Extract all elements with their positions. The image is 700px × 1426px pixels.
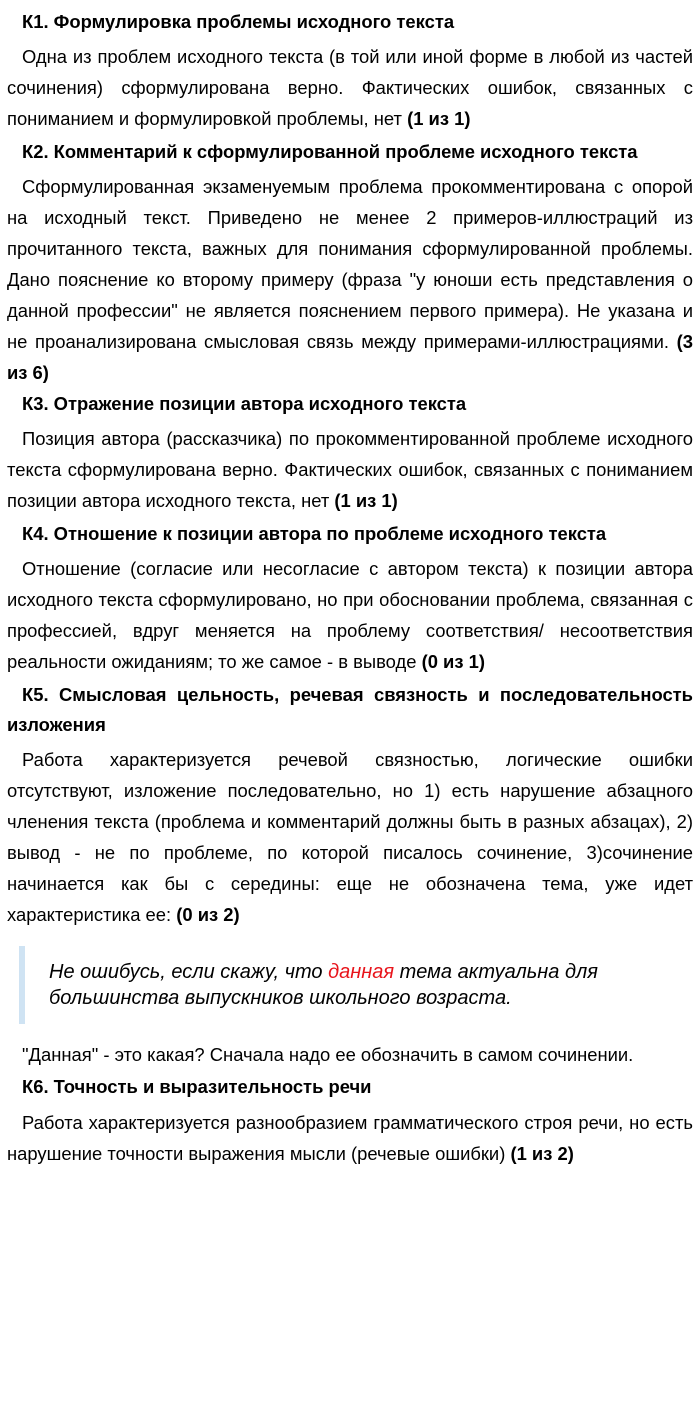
criterion-k1-comment xyxy=(7,41,693,134)
criterion-k5-text: Работа характеризуется речевой связностью, логические ошибки отсутствуют, изложение последовательно, но 1) есть нарушение абзацного членения текста (проблема и комментарий должны быть в разных абзацах), 2) вывод - не по проблеме, по которой писалось сочинение, 3)сочинение начинается как бы с середины: еще не обозначена тема, уже идет характеристика ее: xyxy=(7,749,693,925)
criterion-k6-comment xyxy=(7,1107,693,1169)
criterion-k3-score: (1 из 1) xyxy=(334,490,398,511)
criterion-k4-comment xyxy=(7,553,693,677)
criterion-k1-score: (1 из 1) xyxy=(407,108,471,129)
quote-remark: "Данная" - это какая? Сначала надо ее обозначить в самом сочинении. xyxy=(22,1044,634,1065)
criterion-k4-score: (0 из 1) xyxy=(421,651,485,672)
criterion-k2-text: Сформулированная экзаменуемым проблема прокомментирована с опорой на исходный текст. Приведено не менее 2 примеров-иллюстраций из прочитанного текста, важных для понимания сформулированной проблемы. Дано пояснение ко второму примеру (фраза "у юноши есть представления о данной профессии" не является пояснением первого примера). Не указана и не проанализирована смысловая связь между примерами-иллюстрациями. xyxy=(7,176,693,352)
criterion-k1-text: Одна из проблем исходного текста (в той или иной форме в любой из частей сочинения) сформулирована верно. Фактических ошибок, связанных с пониманием и формулировкой проблемы, нет xyxy=(7,46,693,129)
quote-text-before: Не ошибусь, если скажу, что xyxy=(49,961,329,983)
quote-highlighted-word: данная xyxy=(328,961,395,983)
criterion-k1-heading: К1. Формулировка проблемы исходного текста xyxy=(22,11,455,32)
criterion-k5-comment xyxy=(7,744,693,930)
criterion-k6-heading: К6. Точность и выразительность речи xyxy=(22,1076,372,1097)
criterion-k5-heading: К5. Смысловая цельность, речевая связность и последовательность изложения xyxy=(7,684,693,735)
criterion-k5-score: (0 из 2) xyxy=(176,904,240,925)
quote-text-after: тема актуальна для большинства выпускников школьного возраста. xyxy=(49,961,598,1009)
criterion-k6-text: Работа характеризуется разнообразием грамматического строя речи, но есть нарушение точности выражения мысли (речевые ошибки) xyxy=(7,1112,693,1164)
essay-quote xyxy=(19,946,693,1024)
essay-evaluation xyxy=(0,7,700,1169)
criterion-k4-text: Отношение (согласие или несогласие с автором текста) к позиции автора исходного текста сформулировано, но при обосновании проблема, связанная с профессией, вдруг меняется на проблему соответствия/ несоответствия реальности ожиданиям; то же самое - в выводе xyxy=(7,558,693,672)
criterion-k2-heading: К2. Комментарий к сформулированной проблеме исходного текста xyxy=(22,141,638,162)
criterion-k2-score: (3 из 6) xyxy=(7,331,693,383)
criterion-k6-score: (1 из 2) xyxy=(510,1143,574,1164)
criterion-k2-comment xyxy=(7,171,693,388)
criterion-k4-heading: К4. Отношение к позиции автора по проблеме исходного текста xyxy=(22,523,607,544)
criterion-k3-heading: К3. Отражение позиции автора исходного текста xyxy=(22,393,467,414)
criterion-k3-comment xyxy=(7,423,693,516)
criterion-k3-text: Позиция автора (рассказчика) по прокомментированной проблеме исходного текста сформулирована верно. Фактических ошибок, связанных с пониманием позиции автора исходного текста, нет xyxy=(7,428,693,511)
